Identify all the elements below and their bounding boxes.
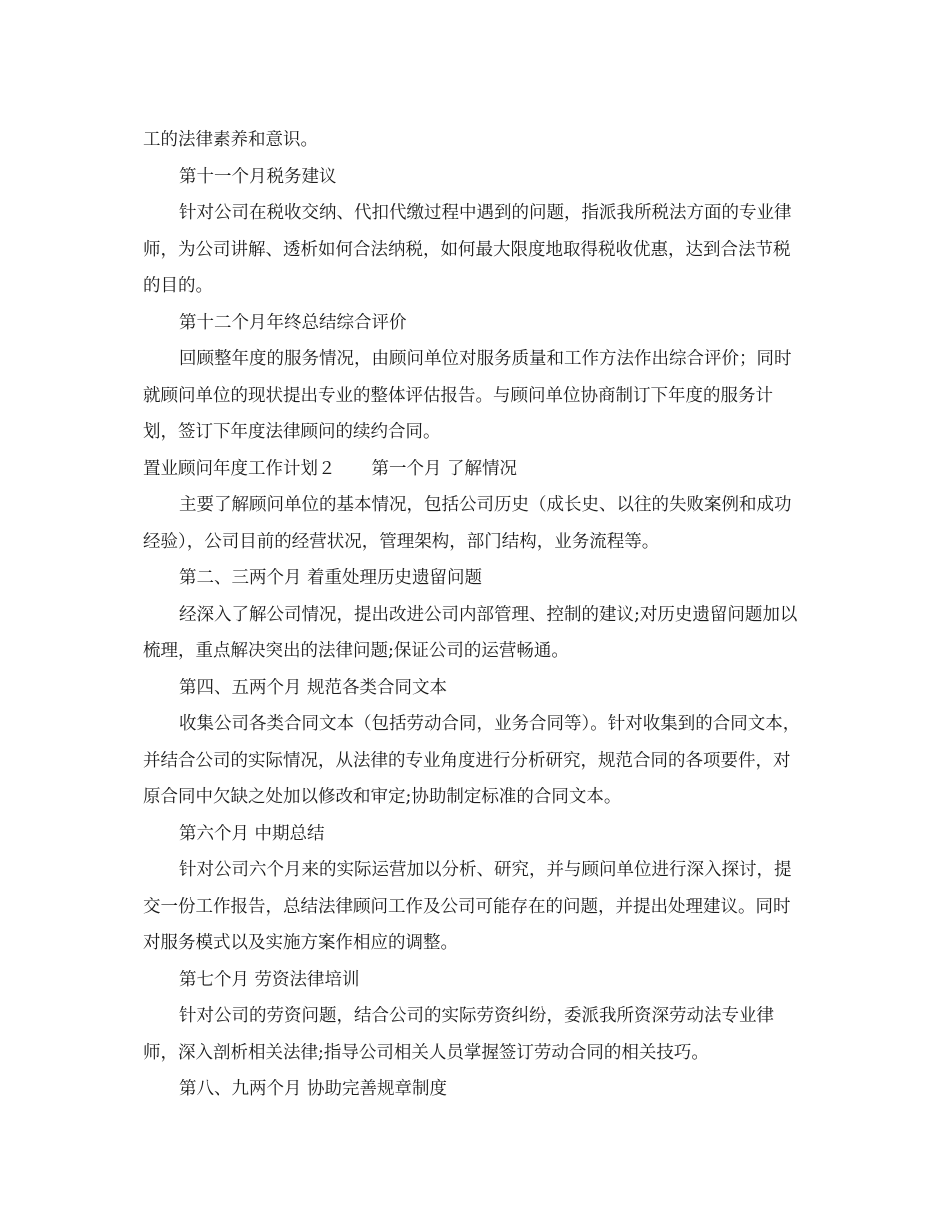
section-heading: 第十二个月年终总结综合评价 xyxy=(179,312,407,333)
paragraph: 收集公司各类合同文本（包括劳动合同，业务合同等）。针对收集到的合同文本，并结合公司的实际情况，从法律的专业角度进行分析研究，规范合同的各项要件，对原合同中欠缺之处加以修改和审定;协助制定标准的合同文本。 xyxy=(143,714,801,807)
section-heading: 第十一个月税务建议 xyxy=(179,166,337,187)
section-heading: 第八、九两个月 协助完善规章制度 xyxy=(179,1079,448,1099)
document-body xyxy=(143,122,807,1108)
paragraph: 回顾整年度的服务情况，由顾问单位对服务质量和工作方法作出综合评价；同时就顾问单位的现状提出专业的整体评估报告。与顾问单位协商制订下年度的服务计划，签订下年度法律顾问的续约合同。 xyxy=(143,349,792,442)
section-heading: 第六个月 中期总结 xyxy=(179,823,325,844)
section-heading: 第二、三两个月 着重处理历史遗留问题 xyxy=(179,568,483,588)
section-heading: 第七个月 劳资法律培训 xyxy=(179,969,360,990)
paragraph: 针对公司的劳资问题，结合公司的实际劳资纠纷，委派我所资深劳动法专业律师，深入剖析相关法律;指导公司相关人员掌握签订劳动合同的相关技巧。 xyxy=(143,1006,774,1063)
plan-title-line xyxy=(143,451,807,488)
paragraph: 针对公司六个月来的实际运营加以分析、研究，并与顾问单位进行深入探讨，提交一份工作报告，总结法律顾问工作及公司可能存在的问题，并提出处理建议。同时对服务模式以及实施方案作相应的调整。 xyxy=(143,860,792,953)
section-heading: 第一个月 了解情况 xyxy=(371,458,518,479)
plan-title: 置业顾问年度工作计划２ xyxy=(143,458,336,479)
paragraph: 工的法律素养和意识。 xyxy=(143,130,318,150)
paragraph: 针对公司在税收交纳、代扣代缴过程中遇到的问题，指派我所税法方面的专业律师，为公司讲解、透析如何合法纳税，如何最大限度地取得税收优惠，达到合法节税的目的。 xyxy=(143,203,792,296)
paragraph: 经深入了解公司情况，提出改进公司内部管理、控制的建议;对历史遗留问题加以梳理，重点解决突出的法律问题;保证公司的运营畅通。 xyxy=(143,604,798,661)
paragraph: 主要了解顾问单位的基本情况，包括公司历史（成长史、以往的失败案例和成功经验），公司目前的经营状况，管理架构，部门结构，业务流程等。 xyxy=(143,495,792,552)
section-heading: 第四、五两个月 规范各类合同文本 xyxy=(179,677,448,698)
